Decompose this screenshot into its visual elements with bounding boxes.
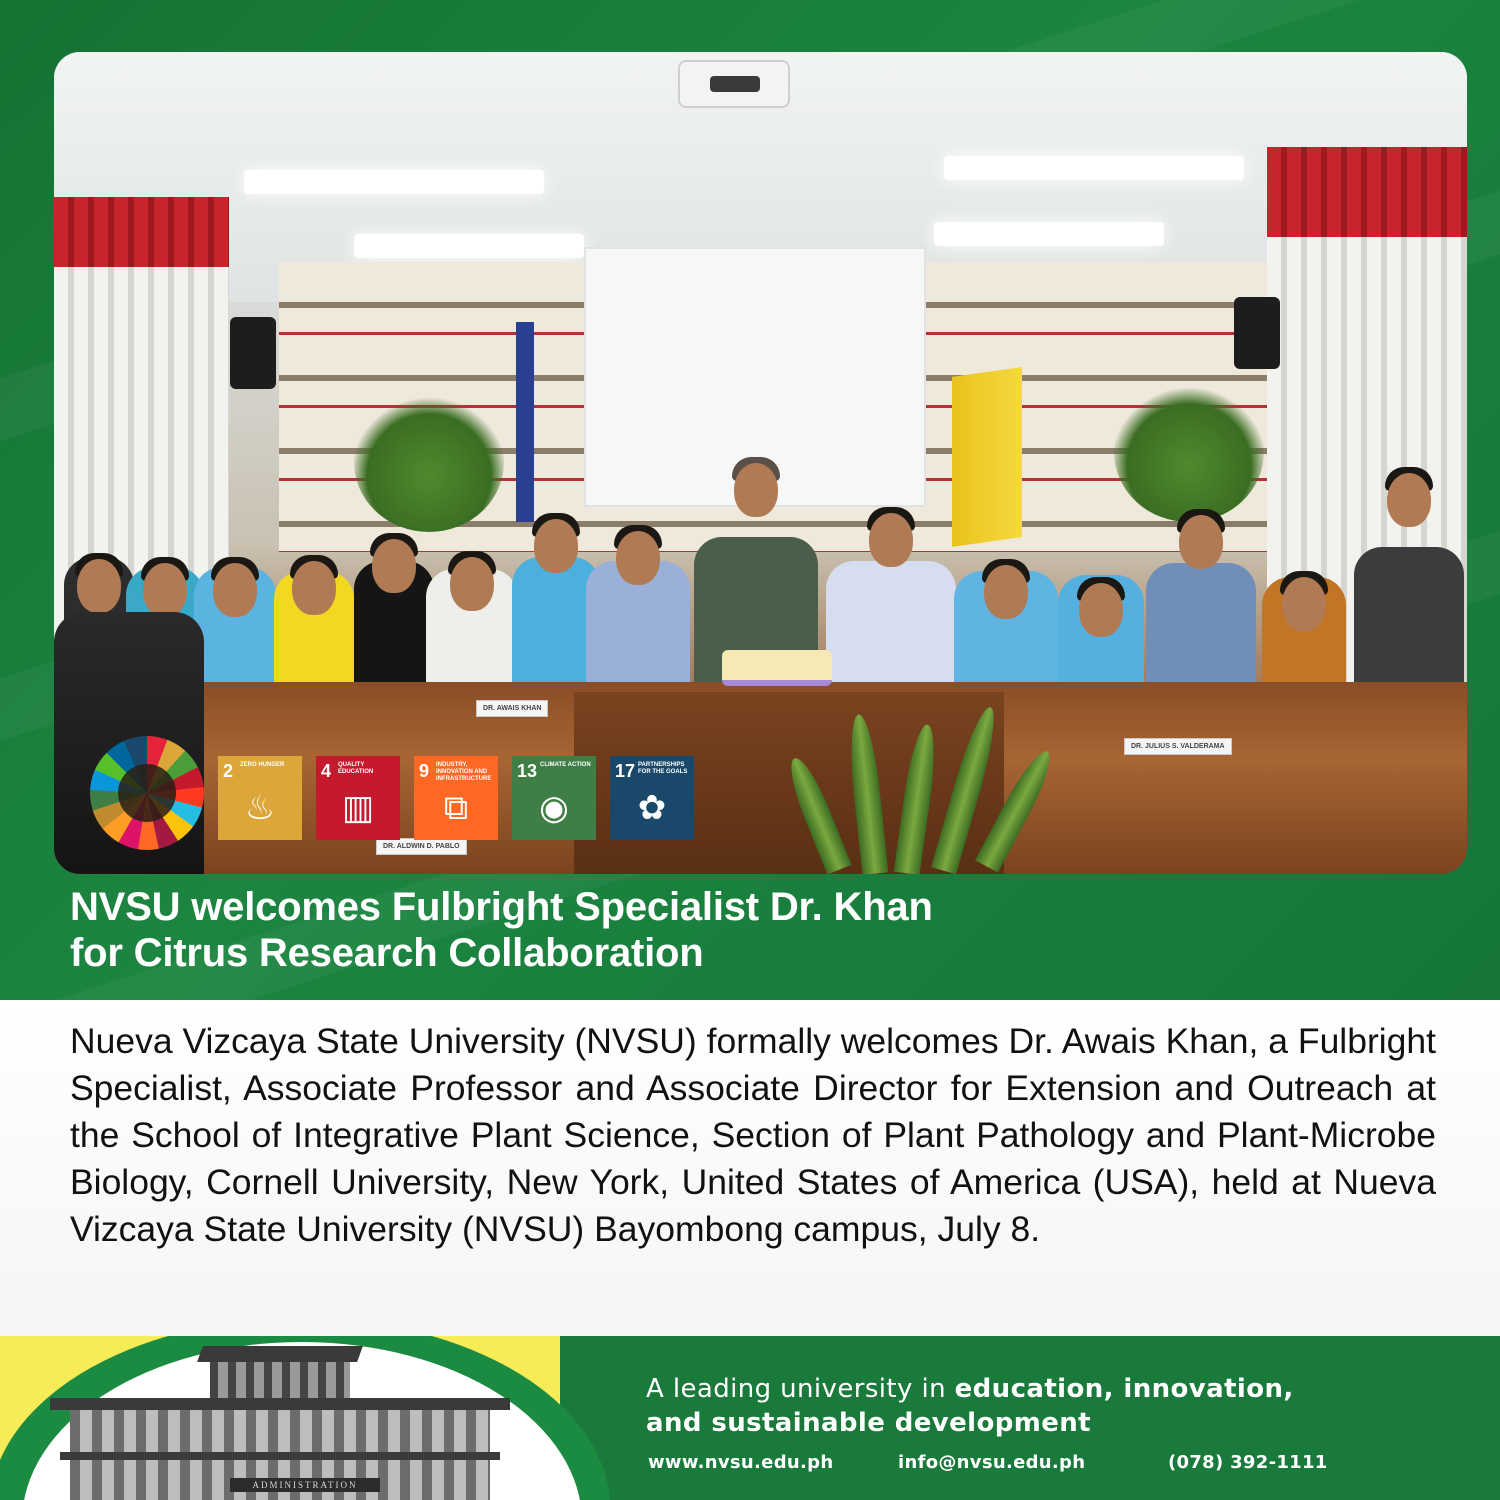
cake [722, 650, 832, 686]
sdg-label: INDUSTRY, INNOVATION AND INFRASTRUCTURE [436, 762, 492, 782]
sdg-tile-9 [414, 756, 498, 840]
tagline-prefix: A leading university in [646, 1374, 955, 1404]
book-icon: ▥ [341, 788, 375, 828]
nameplate: DR. AWAIS KHAN [476, 700, 548, 717]
headline-line-2: for Citrus Research Collaboration [70, 931, 704, 975]
sdg-label: PARTNERSHIPS FOR THE GOALS [638, 762, 688, 775]
sdg-label: CLIMATE ACTION [540, 762, 591, 768]
eye-globe-icon: ◉ [539, 788, 569, 828]
ceiling-light [354, 234, 584, 258]
tagline [646, 1372, 1294, 1440]
tagline-emphasis: education, innovation, [954, 1374, 1294, 1404]
projector [678, 60, 790, 108]
ceiling-light [944, 156, 1244, 180]
headline-line-1: NVSU welcomes Fulbright Specialist Dr. Khan [70, 885, 933, 929]
administration-building-illustration [50, 1346, 510, 1500]
speaker [230, 317, 276, 389]
sdg-number: 2 [223, 761, 234, 781]
sdg-number: 17 [615, 761, 636, 781]
tagline-line-2: and sustainable development [646, 1408, 1092, 1438]
phone-number[interactable]: (078) 392-1111 [1168, 1452, 1328, 1473]
nameplate: DR. JULIUS S. VALDERAMA [1124, 738, 1232, 755]
bowl-icon: ♨ [244, 788, 276, 828]
sdg-tile-2 [218, 756, 302, 840]
event-photo [54, 52, 1467, 874]
speaker [1234, 297, 1280, 369]
ceiling-light [244, 170, 544, 194]
sdg-tile-13 [512, 756, 596, 840]
sdg-number: 13 [517, 761, 538, 781]
building-sign: ADMINISTRATION [230, 1478, 380, 1492]
sdg-label: ZERO HUNGER [240, 762, 285, 768]
website-link[interactable]: www.nvsu.edu.ph [648, 1452, 834, 1473]
flower-icon: ✿ [637, 788, 667, 828]
ceiling-light [934, 222, 1164, 246]
snake-plant [794, 702, 1054, 874]
sdg-number: 4 [321, 761, 332, 781]
article-body: Nueva Vizcaya State University (NVSU) formally welcomes Dr. Awais Khan, a Fulbright Specialist, Associate Professor and Associate Director for Extension and Outreach at the School of Integrative Plant Science, Section of Plant Pathology and Plant-Microbe Biology, Cornell University, New York, United States of America (USA), held at Nueva Vizcaya State University (NVSU) Bayombong campus, July 8. [70, 1021, 1436, 1249]
sdg-number: 9 [419, 761, 430, 781]
sdg-tile-4 [316, 756, 400, 840]
sdg-label: QUALITY EDUCATION [338, 762, 374, 775]
sdg-tile-17 [610, 756, 694, 840]
cubes-icon: ⧉ [443, 788, 469, 828]
headline [70, 884, 1070, 976]
nameplate: DR. ALDWIN D. PABLO [376, 838, 467, 855]
email-link[interactable]: info@nvsu.edu.ph [898, 1452, 1086, 1473]
sdg-wheel-icon [90, 736, 204, 850]
